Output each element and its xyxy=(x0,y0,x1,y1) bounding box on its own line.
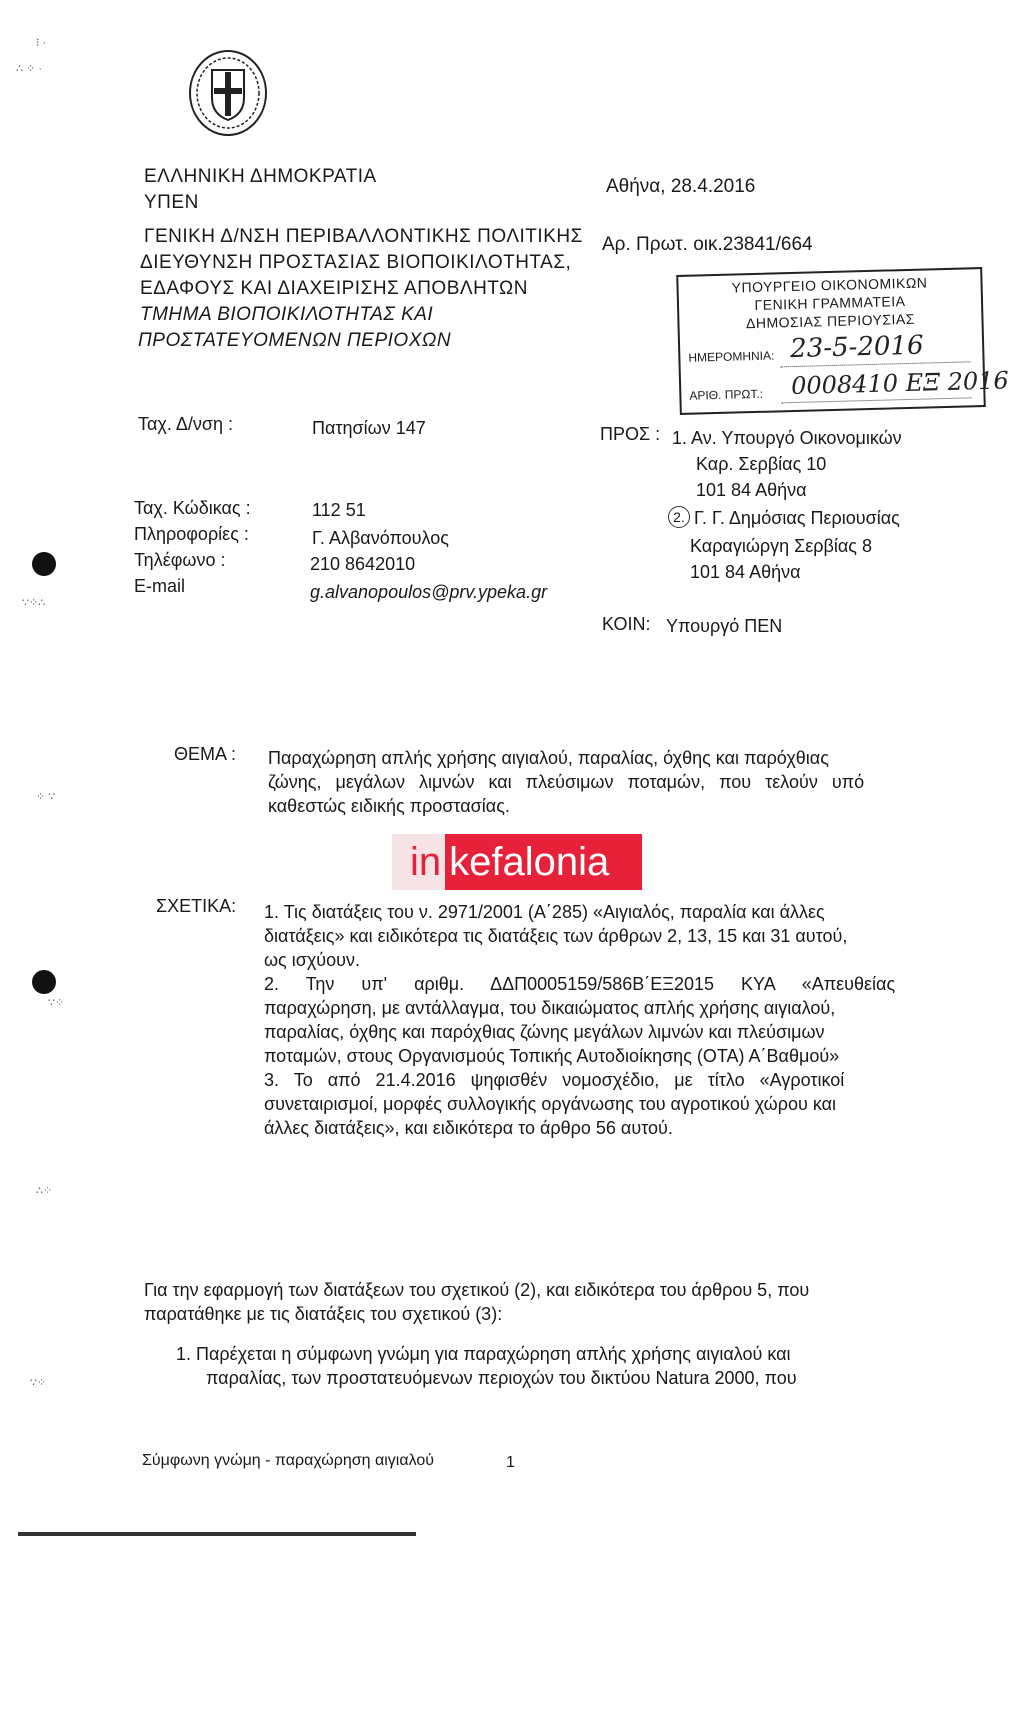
stamp-prot-label: ΑΡΙΘ. ΠΡΩΤ.: xyxy=(689,386,764,403)
header-department: ΤΜΗΜΑ ΒΙΟΠΟΙΚΙΛΟΤΗΤΑΣ ΚΑΙ xyxy=(140,304,434,325)
recipient-1-city: 101 84 Αθήνα xyxy=(696,480,807,500)
recipient-2-marker: 2. xyxy=(668,506,690,528)
coat-of-arms-emblem xyxy=(186,48,270,138)
scan-speck: ⁝ · xyxy=(36,37,47,49)
recipient-1-street: Καρ. Σερβίας 10 xyxy=(696,454,827,474)
stamp-property: ΔΗΜΟΣΙΑΣ ΠΕΡΙΟΥΣΙΑΣ xyxy=(745,310,916,332)
phone-value: 210 8642010 xyxy=(310,554,416,574)
related-line: άλλες διατάξεις», και ειδικότερα το άρθρο 56 αυτού. xyxy=(264,1118,673,1138)
scan-speck: ∵⁘∴ xyxy=(22,597,46,609)
inkefalonia-watermark xyxy=(392,834,642,890)
address-value: Πατησίων 147 xyxy=(312,418,426,438)
related-line: παραλίας, όχθης και παρόχθιας ζώνης μεγάλων λιμνών και πλεύσιμων xyxy=(264,1022,825,1042)
subject-text xyxy=(268,746,920,818)
recipient-2-city: 101 84 Αθήνα xyxy=(690,562,801,582)
header-directorate: ΔΙΕΥΘΥΝΣΗ ΠΡΟΣΤΑΣΙΑΣ ΒΙΟΠΟΙΚΙΛΟΤΗΤΑΣ, xyxy=(140,252,572,273)
subject-line: Παραχώρηση απλής χρήσης αιγιαλού, παραλίας, όχθης και παρόχθιας xyxy=(268,748,829,768)
body-item-1 xyxy=(176,1342,924,1390)
footer-page-number: 1 xyxy=(506,1454,515,1471)
related-text xyxy=(264,900,920,1140)
related-label: ΣΧΕΤΙΚΑ: xyxy=(156,896,237,916)
related-line: 2. Την υπ' αριθμ. ΔΔΠ0005159/586Β΄ΕΞ2015 ΚΥΑ «Απευθείας xyxy=(264,974,896,994)
scan-speck: ∴ ⁘ · xyxy=(16,63,42,75)
email-label: E-mail xyxy=(134,576,186,596)
related-line: ως ισχύουν. xyxy=(264,950,360,970)
recipient-2-street: Καραγιώργη Σερβίας 8 xyxy=(690,536,872,556)
document-date: Αθήνα, 28.4.2016 xyxy=(606,176,756,197)
stamp-ministry: ΥΠΟΥΡΓΕΙΟ ΟΙΚΟΝΟΜΙΚΩΝ xyxy=(731,274,928,296)
body-intro xyxy=(144,1278,924,1326)
recipient-1-name: 1. Αν. Υπουργό Οικονομικών xyxy=(672,428,902,448)
stamp-secretariat: ΓΕΝΙΚΗ ΓΡΑΜΜΑΤΕΙΑ xyxy=(754,293,906,313)
subject-label: ΘΕΜΑ : xyxy=(174,744,237,764)
email-value: g.alvanopoulos@prv.ypeka.gr xyxy=(310,582,548,602)
punch-hole-top xyxy=(32,552,56,576)
subject-line: καθεστώς ειδικής προστασίας. xyxy=(268,796,510,816)
scan-speck: ∵⁘ xyxy=(48,997,65,1009)
header-ministry: ΥΠΕΝ xyxy=(144,192,199,213)
address-label: Ταχ. Δ/νση : xyxy=(138,414,234,434)
related-line: 3. Το από 21.4.2016 ψηφισθέν νομοσχέδιο, με τίτλο «Αγροτικοί xyxy=(264,1070,845,1090)
punch-hole-bottom xyxy=(32,970,56,994)
body-item-line: 1. Παρέχεται η σύμφωνη γνώμη για παραχώρηση απλής χρήσης αιγιαλού και xyxy=(176,1344,791,1364)
scan-speck: ⁘ ∵ xyxy=(36,791,56,803)
phone-label: Τηλέφωνο : xyxy=(134,550,226,570)
recipient-2-name: Γ. Γ. Δημόσιας Περιουσίας xyxy=(694,508,900,528)
related-line: ποταμών, στους Οργανισμούς Τοπικής Αυτοδιοίκησης (ΟΤΑ) Α΄Βαθμού» xyxy=(264,1046,840,1066)
body-intro-line: παρατάθηκε με τις διατάξεις του σχετικού (3): xyxy=(144,1304,503,1324)
footer-title: Σύμφωνη γνώμη - παραχώρηση αιγιαλού xyxy=(142,1452,435,1469)
stamp-date-handwritten: 23-5-2016 xyxy=(789,330,924,365)
postcode-value: 112 51 xyxy=(312,500,366,520)
header-general-directorate: ΓΕΝΙΚΗ Δ/ΝΣΗ ΠΕΡΙΒΑΛΛΟΝΤΙΚΗΣ ΠΟΛΙΤΙΚΗΣ xyxy=(144,226,583,247)
body-intro-line: Για την εφαρμογή των διατάξεων του σχετικού (2), και ειδικότερα του άρθρου 5, που xyxy=(144,1280,810,1300)
related-line: διατάξεις» και ειδικότερα τις διατάξεις των άρθρων 2, 13, 15 και 31 αυτού, xyxy=(264,926,848,946)
header-republic: ΕΛΛΗΝΙΚΗ ΔΗΜΟΚΡΑΤΙΑ xyxy=(144,166,377,187)
body-item-line: παραλίας, των προστατευόμενων περιοχών του δικτύου Natura 2000, που xyxy=(206,1368,797,1388)
postcode-label: Ταχ. Κώδικας : xyxy=(134,498,251,518)
watermark-kefalonia: kefalonia xyxy=(445,834,642,890)
subject-line: ζώνης, μεγάλων λιμνών και πλεύσιμων ποταμών, που τελούν υπό xyxy=(268,772,865,792)
related-line: συνεταιρισμοί, μορφές συλλογικής οργάνωσης του αγροτικού χώρου και xyxy=(264,1094,837,1114)
stamp-date-label: ΗΜΕΡΟΜΗΝΙΑ: xyxy=(688,348,775,365)
receipt-stamp xyxy=(676,267,1010,415)
stamp-prot-handwritten: 0008410 ΕΞ 2016 xyxy=(790,366,1010,401)
header-directorate-cont: ΕΔΑΦΟΥΣ ΚΑΙ ΔΙΑΧΕΙΡΙΣΗΣ ΑΠΟΒΛΗΤΩΝ xyxy=(140,278,528,299)
watermark-in: in xyxy=(392,834,445,890)
scan-speck: ∴⁘ xyxy=(36,1185,53,1197)
related-line: παραχώρηση, με αντάλλαγμα, του δικαιώματος απλής χρήσης αιγιαλού, xyxy=(264,998,836,1018)
to-label: ΠΡΟΣ : xyxy=(600,424,661,444)
protocol-number: Αρ. Πρωτ. οικ.23841/664 xyxy=(602,234,813,255)
page-bottom-rule xyxy=(18,1532,416,1536)
info-value: Γ. Αλβανόπουλος xyxy=(312,528,449,548)
cc-label: ΚΟΙΝ: xyxy=(602,614,651,634)
header-department-cont: ΠΡΟΣΤΑΤΕΥΟΜΕΝΩΝ ΠΕΡΙΟΧΩΝ xyxy=(138,330,452,351)
cc-value: Υπουργό ΠΕΝ xyxy=(666,616,783,636)
scan-speck: ∵⁘ xyxy=(30,1377,47,1389)
info-label: Πληροφορίες : xyxy=(134,524,249,544)
related-line: 1. Τις διατάξεις του ν. 2971/2001 (Α΄285) «Αιγιαλός, παραλία και άλλες xyxy=(264,902,825,922)
